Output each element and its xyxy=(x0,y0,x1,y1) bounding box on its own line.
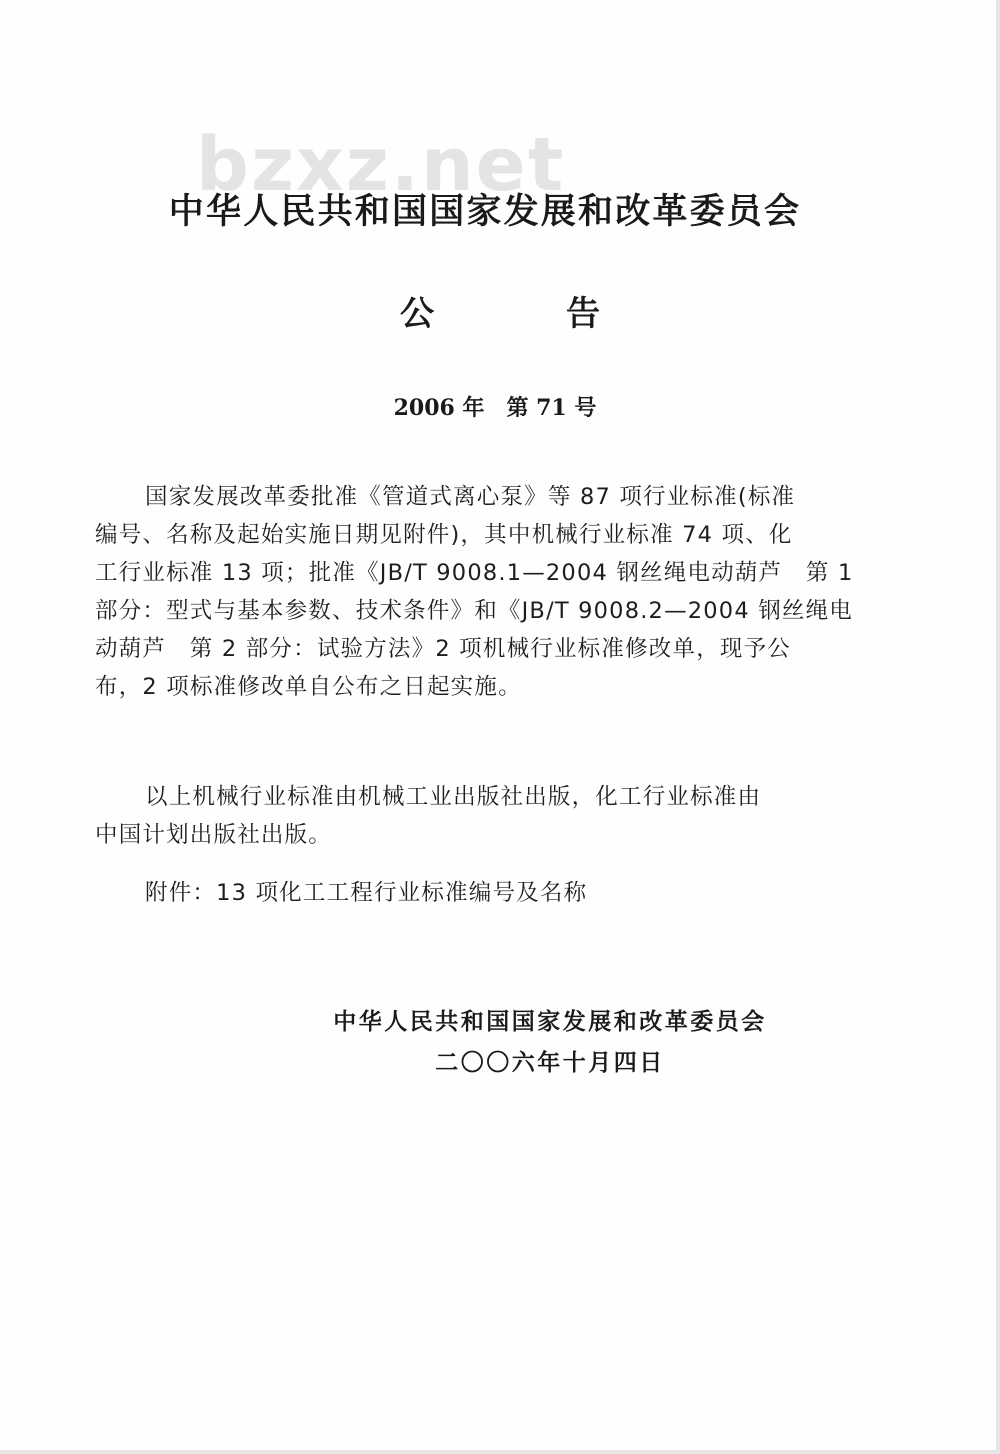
text-line: 中国计划出版社出版。 xyxy=(95,822,333,848)
attachment-line: 附件：13 项化工工程行业标准编号及名称 xyxy=(145,880,588,906)
heading-char-2: 告 xyxy=(566,294,600,334)
signature-date: 二〇〇六年十月四日 xyxy=(435,1050,665,1076)
page-edge-bottom xyxy=(0,1450,1000,1454)
page-edge-right xyxy=(996,0,1000,1454)
announcement-heading xyxy=(380,292,620,336)
text-line: 布，2 项标准修改单自公布之日起实施。 xyxy=(95,674,522,700)
text-line: 国家发展改革委批准《管道式离心泵》等 87 项行业标准(标准 xyxy=(145,484,796,510)
text-line: 工行业标准 13 项；批准《JB/T 9008.1—2004 钢丝绳电动葫芦 第 1 xyxy=(95,560,854,586)
text-line: 动葫芦 第 2 部分：试验方法》2 项机械行业标准修改单，现予公 xyxy=(95,636,791,662)
heading-char-1: 公 xyxy=(400,294,434,334)
text-line: 部分：型式与基本参数、技术条件》和《JB/T 9008.2—2004 钢丝绳电 xyxy=(95,598,853,624)
paragraph-publishers xyxy=(95,778,870,854)
paragraph-attachment xyxy=(95,874,870,912)
watermark: bzxz.net xyxy=(196,122,566,208)
issue-number: 2006 年 第 71 号 xyxy=(393,395,597,421)
text-line: 以上机械行业标准由机械工业出版社出版，化工行业标准由 xyxy=(145,784,762,810)
issuer-title: 中华人民共和国国家发展和改革委员会 xyxy=(168,192,802,232)
paragraph-approval xyxy=(95,478,870,706)
signature-organization: 中华人民共和国国家发展和改革委员会 xyxy=(333,1009,767,1035)
text-line: 编号、名称及起始实施日期见附件)，其中机械行业标准 74 项、化 xyxy=(95,522,793,548)
